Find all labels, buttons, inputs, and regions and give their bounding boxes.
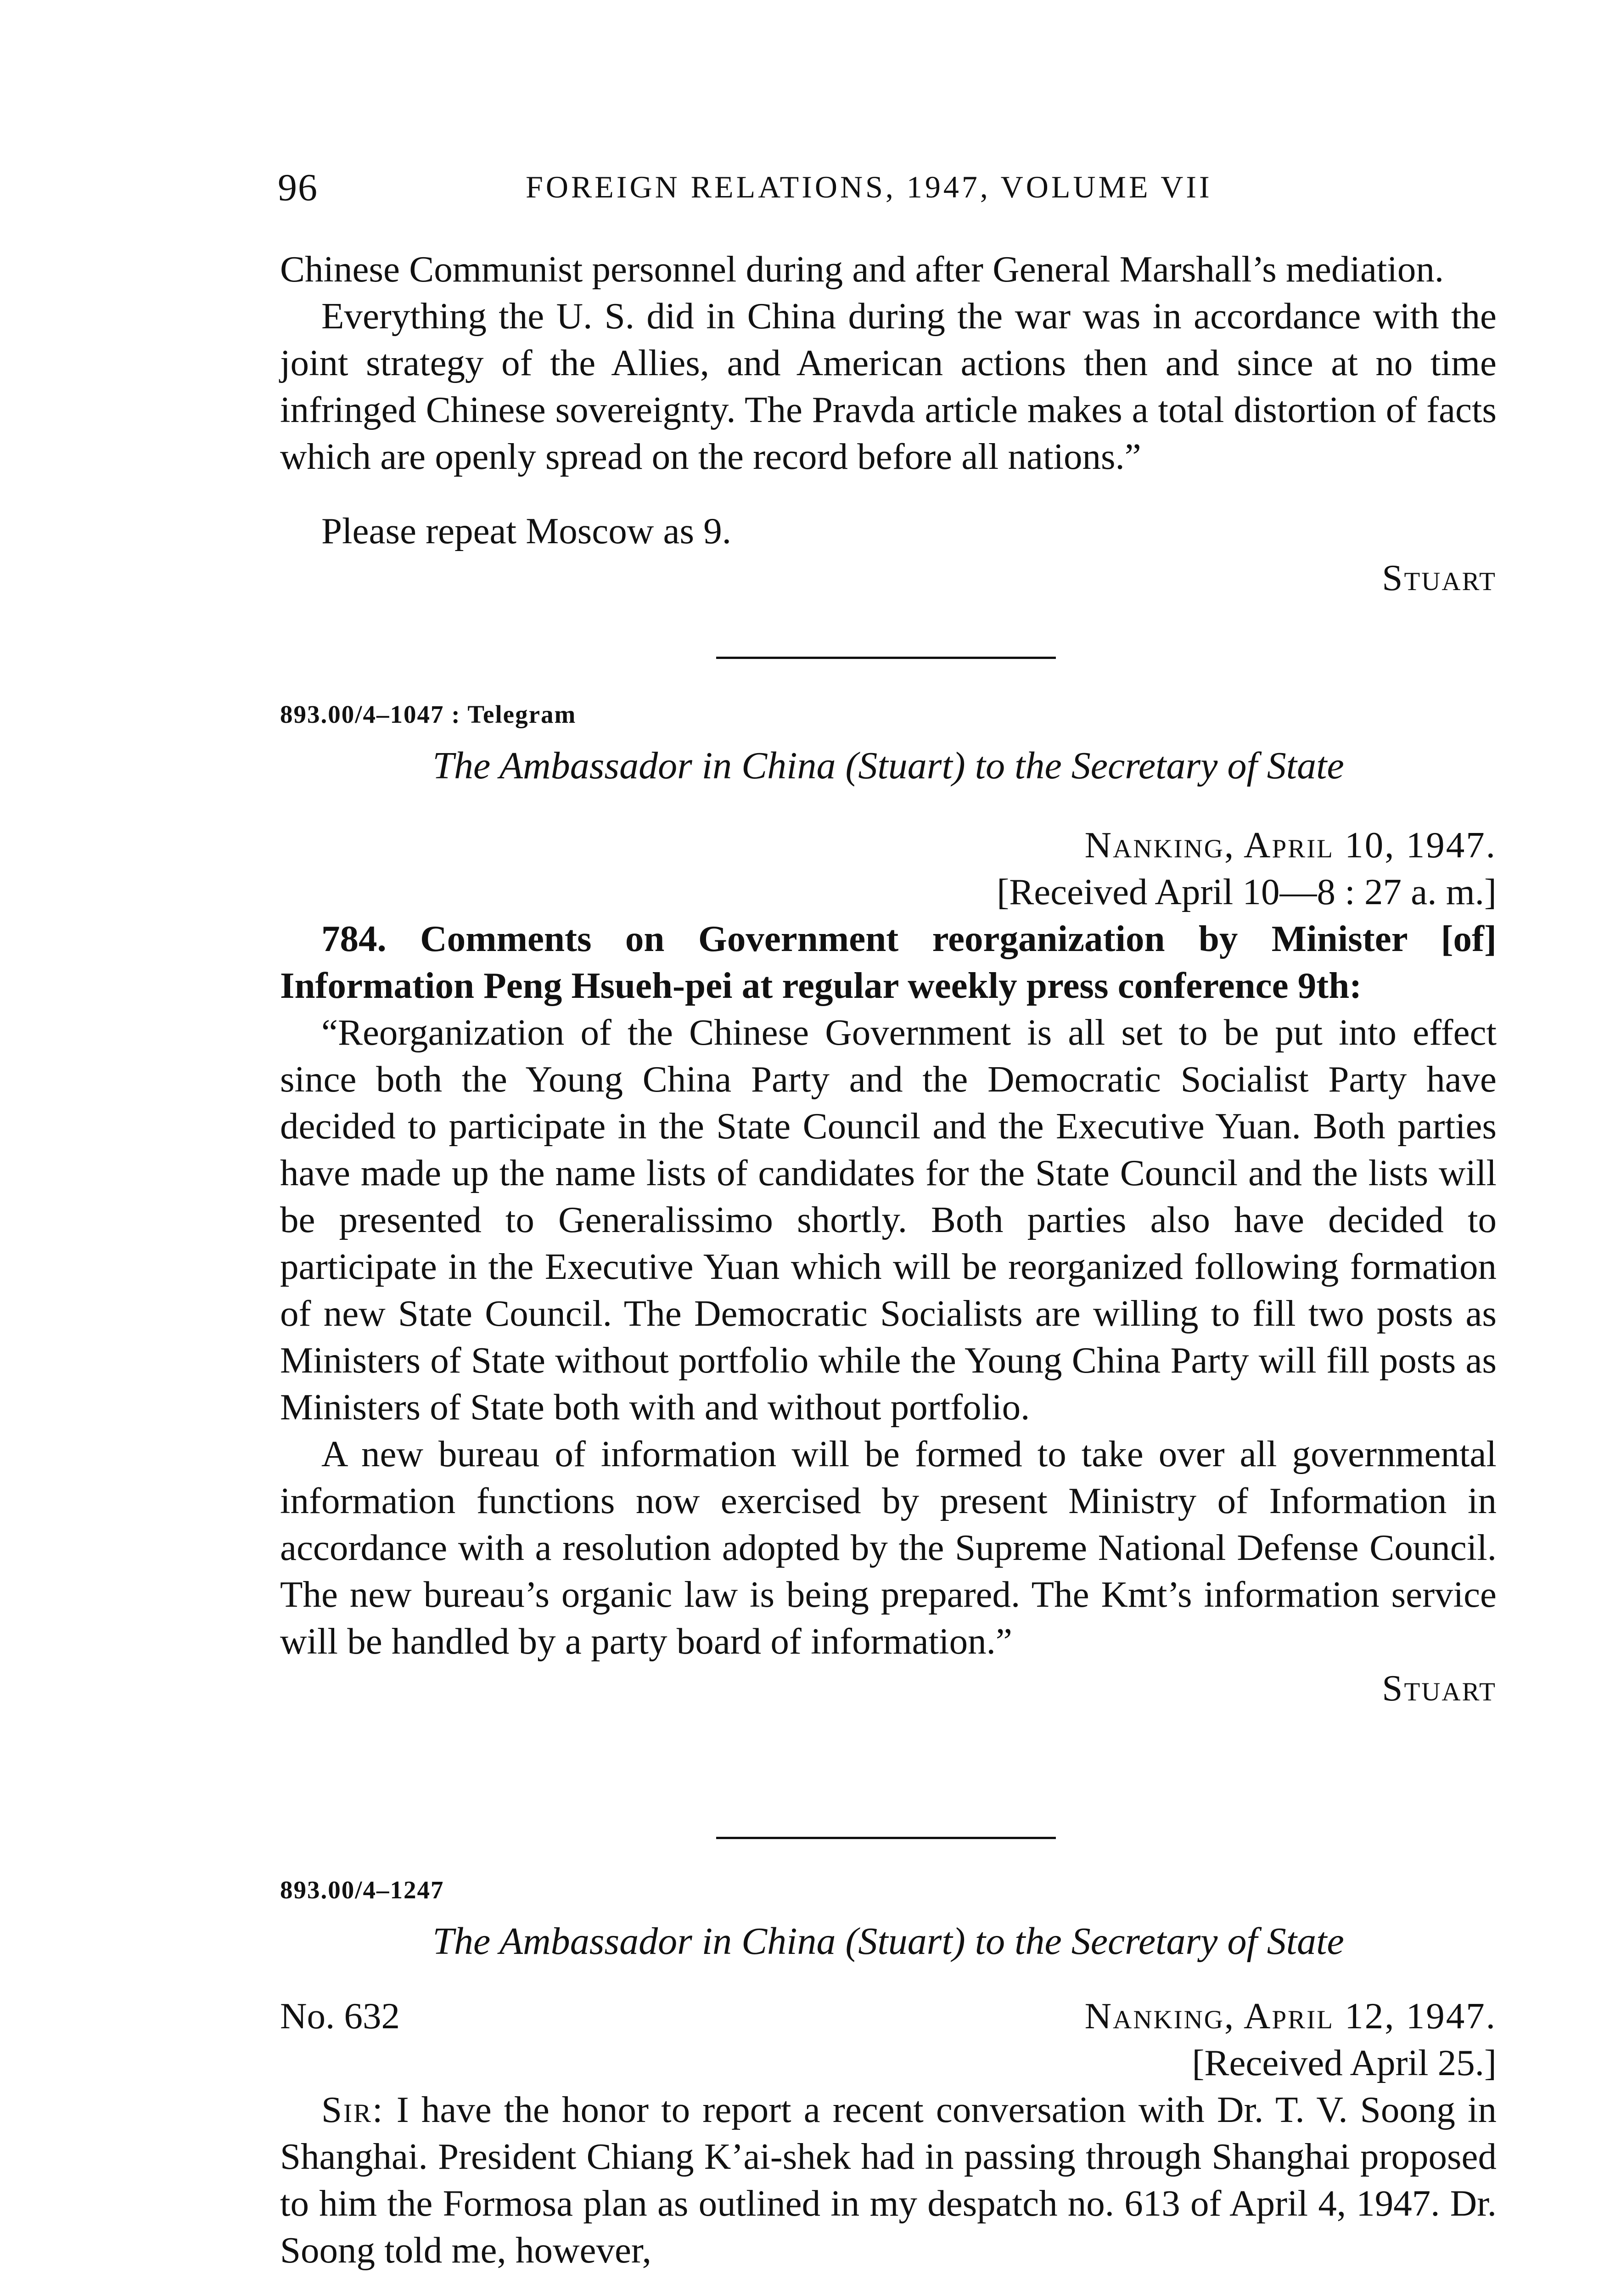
document-title: The Ambassador in China (Stuart) to the Secretary of State [432,744,1344,787]
number-date-line [280,1992,1497,2039]
paragraph: 784. Comments on Government reorganization by Minister [of] Information Peng Hsueh-pei at regular weekly press conference 9th: [280,918,1497,1006]
section-divider [716,657,1056,659]
paragraph: Chinese Communist personnel during and after General Marshall’s mediation. [280,248,1444,290]
paragraph: Everything the U. S. did in China during the war was in accordance with the joint strategy of the Allies, and American actions then and since at no time infringed Chinese sovereignty. The Pravda article makes a total distortion of facts which are openly spread on the record before all nations.” [280,295,1497,477]
paragraph [280,2086,1497,2273]
received-date: [Received April 25.] [1192,2042,1497,2083]
telegram-784 [280,691,1497,1711]
paragraph: “Reorganization of the Chinese Government is all set to be put into effect since both the Young China Party and the Democratic Socialist Party have decided to participate in the State Council and the Executive Yuan. Both parties have made up the name lists of candidates for the State Council and the lists will be presented to Generalissimo shortly. Both parties also have decided to participate in the Executive Yuan which will be reorganized following formation of new State Council. The Democratic Socialists are willing to fill two posts as Ministers of State without portfolio while the Young China Party will fill posts as Ministers of State both with and without portfolio. [280,1012,1497,1428]
place-date: Nanking, April 10, 1947. [1084,824,1497,866]
document-title: The Ambassador in China (Stuart) to the Secretary of State [432,1920,1344,1963]
paragraph: Please repeat Moscow as 9. [321,510,731,551]
section-continuation [280,246,1497,601]
paragraph: A new bureau of information will be formed to take over all governmental information functions now exercised by present Ministry of Information in accordance with a resolution adopted by the Supreme National Defense Council. The new bureau’s organic law is being prepared. The Kmt’s information service will be handled by a party board of information.” [280,1433,1497,1662]
signature: Stuart [1382,557,1497,598]
file-reference: 893.00/4–1247 [280,1876,444,1904]
section-divider [716,1837,1056,1839]
page-number: 96 [278,166,318,209]
salutation: Sir: [321,2089,384,2130]
page-header [278,165,1499,220]
place-date: Nanking, April 12, 1947. [1084,1995,1497,2037]
despatch-632 [280,1867,1497,2273]
signature: Stuart [1382,1667,1497,1709]
file-reference: 893.00/4–1047 : Telegram [280,700,577,728]
running-head: FOREIGN RELATIONS, 1947, VOLUME VII [526,169,1212,204]
paragraph-text: I have the honor to report a recent conversation with Dr. T. V. Soong in Shanghai. President Chiang K’ai-shek had in passing through Shanghai proposed to him the Formosa plan as outlined in my despatch no. 613 of April 4, 1947. Dr. Soong told me, however, [280,2089,1497,2271]
received-date: [Received April 10—8 : 27 a. m.] [997,871,1497,912]
despatch-number: No. 632 [280,1995,400,2037]
